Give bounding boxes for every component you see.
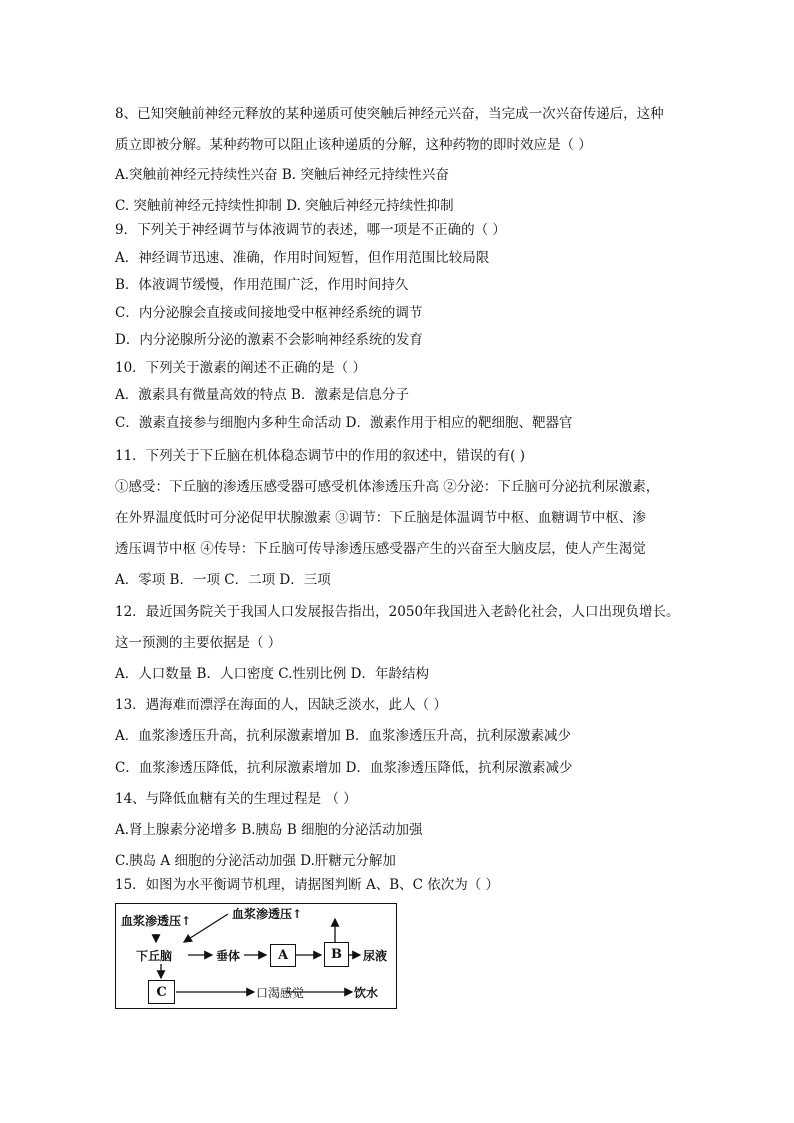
water-balance-diagram — [115, 903, 397, 1009]
text-line: D．内分泌腺所分泌的激素不会影响神经系统的发育 — [115, 332, 423, 348]
box-a: A — [270, 944, 296, 967]
pituitary-label: 垂体 — [216, 949, 241, 963]
text-line: 13．遇海难而漂浮在海面的人，因缺乏淡水，此人（ ） — [115, 697, 447, 713]
text-line: 这一预测的主要依据是（ ） — [115, 635, 282, 651]
text-line: A．激素具有微量高效的特点 B．激素是信息分子 — [115, 387, 409, 403]
plasma-osmotic-top-label: 血浆渗透压↑ — [232, 907, 303, 921]
drink-label: 饮水 — [354, 986, 379, 1000]
text-line: C.胰岛 A 细胞的分泌活动加强 D.肝糖元分解加 — [115, 853, 396, 869]
text-line: A．血浆渗透压升高，抗利尿激素增加 B．血浆渗透压升高，抗利尿激素减少 — [115, 728, 571, 744]
text-line: C．内分泌腺会直接或间接地受中枢神经系统的调节 — [115, 305, 423, 321]
text-line: 11．下列关于下丘脑在机体稳态调节中的作用的叙述中，错误的有( ) — [115, 448, 526, 464]
text-line: 14、与降低血糖有关的生理过程是 （ ） — [115, 791, 357, 807]
text-line: A.突触前神经元持续性兴奋 B. 突触后神经元持续性兴奋 — [115, 167, 449, 183]
text-line: A．零项 B．一项 C．二项 D．三项 — [115, 572, 331, 588]
box-c: C — [148, 980, 175, 1004]
hypothalamus-label: 下丘脑 — [136, 949, 173, 963]
text-line: A.肾上腺素分泌增多 B.胰岛 B 细胞的分泌活动加强 — [115, 822, 423, 838]
text-line: 12．最近国务院关于我国人口发展报告指出，2050年我国进入老龄化社会，人口出现负增长。 — [115, 604, 680, 620]
text-line: ①感受：下丘脑的渗透压感受器可感受机体渗透压升高 ②分泌：下丘脑可分泌抗利尿激素， — [115, 479, 660, 495]
text-line: 9．下列关于神经调节与体液调节的表述，哪一项是不正确的（ ） — [115, 222, 506, 238]
text-line: B．体液调节缓慢，作用范围广泛，作用时间持久 — [115, 277, 409, 293]
text-line: C. 突触前神经元持续性抑制 D. 突触后神经元持续性抑制 — [115, 198, 454, 214]
urine-label: 尿液 — [363, 949, 388, 963]
text-line: 在外界温度低时可分泌促甲状腺激素 ③调节：下丘脑是体温调节中枢、血糖调节中枢、渗 — [115, 510, 646, 526]
text-line: A．人口数量 B．人口密度 C.性别比例 D．年龄结构 — [115, 666, 430, 682]
text-line: 8、已知突触前神经元释放的某种递质可使突触后神经元兴奋，当完成一次兴奋传递后，这种 — [115, 106, 664, 122]
text-line: 透压调节中枢 ④传导：下丘脑可传导渗透压感受器产生的兴奋至大脑皮层，使人产生渴觉 — [115, 541, 646, 557]
text-line: 10．下列关于激素的阐述不正确的是（ ） — [115, 360, 366, 376]
thirst-label: 口渴感觉 — [256, 986, 305, 1000]
text-line: C．激素直接参与细胞内多种生命活动 D．激素作用于相应的靶细胞、靶器官 — [115, 415, 573, 431]
text-line: A．神经调节迅速、准确，作用时间短暂，但作用范围比较局限 — [115, 250, 490, 266]
text-line: 质立即被分解。某种药物可以阻止该种递质的分解，这种药物的即时效应是（ ） — [115, 137, 592, 153]
plasma-osmotic-label: 血浆渗透压↑ — [121, 914, 192, 928]
box-b: B — [324, 942, 349, 967]
text-line: 15．如图为水平衡调节机理，请据图判断 A、B、C 依次为（ ） — [115, 877, 500, 893]
text-line: C．血浆渗透压降低，抗利尿激素增加 D．血浆渗透压降低，抗利尿激素减少 — [115, 760, 573, 776]
